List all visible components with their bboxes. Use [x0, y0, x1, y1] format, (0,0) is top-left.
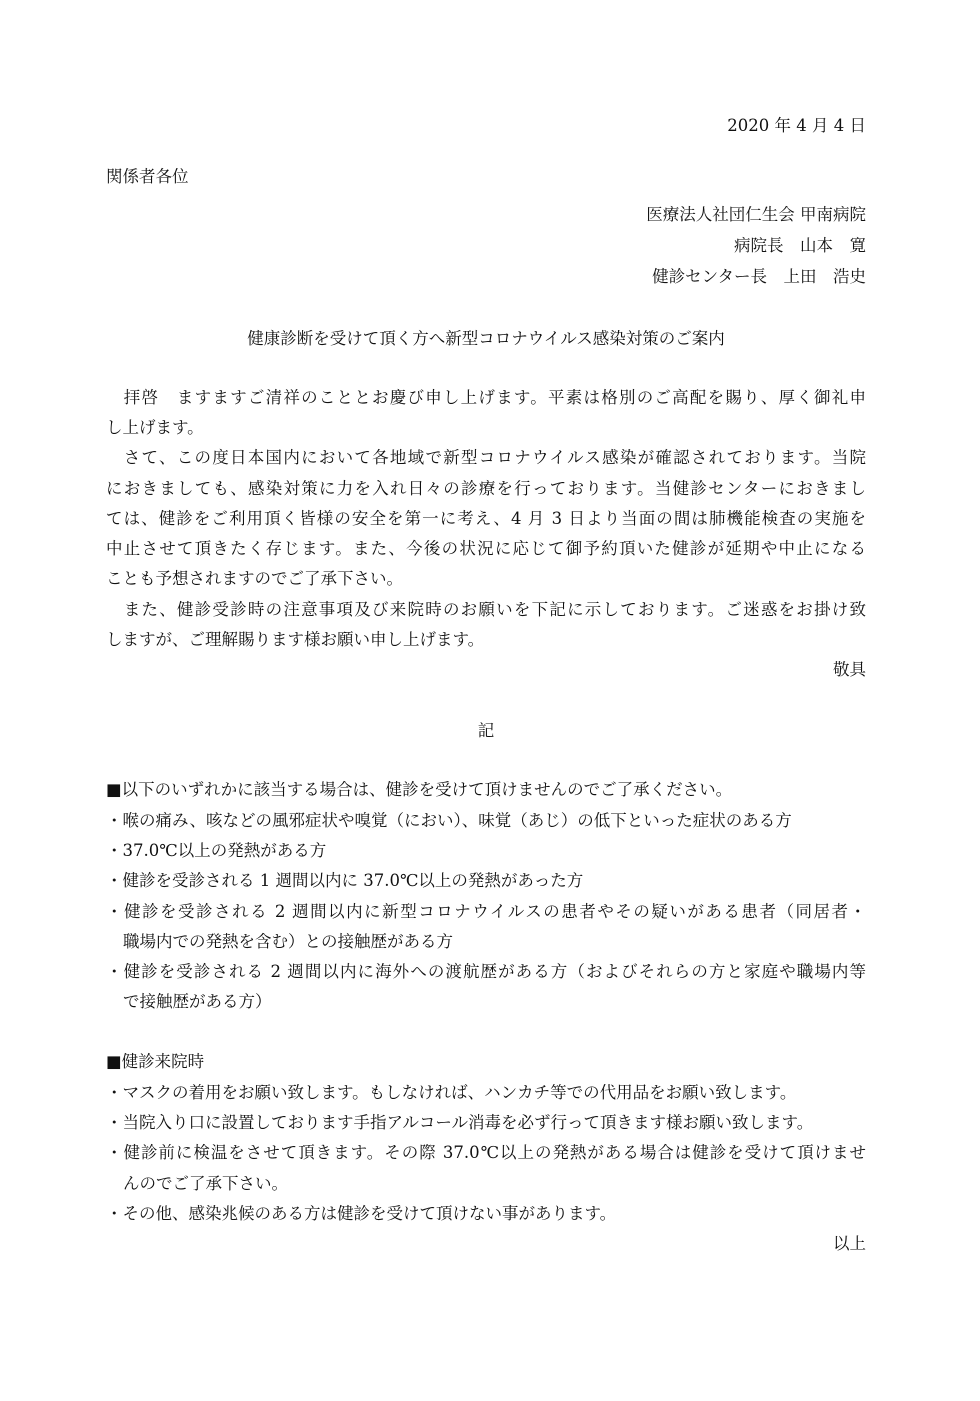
section-1-item-1: ・喉の痛み、咳などの風邪症状や嗅覚（におい）、味覚（あじ）の低下といった症状のある方	[106, 811, 792, 830]
paragraph-1-line-2: し上げます。	[106, 418, 204, 437]
sender-organization: 医療法人社団仁生会 甲南病院	[646, 205, 866, 224]
section-1-item-4-line-2: 職場内での発熱を含む）との接触歴がある方	[123, 932, 453, 951]
letter-page	[106, 0, 866, 1401]
section-2-item-3-line-2: んのでご了承下さい。	[123, 1174, 288, 1193]
paragraph-2-line-4: 中止させて頂きたく存じます。また、今後の状況に応じて御予約頂いた健診が延期や中止になる	[106, 539, 866, 558]
paragraph-2-line-5: ことも予想されますのでご了承下さい。	[106, 569, 403, 588]
recipient: 関係者各位	[106, 167, 189, 186]
section-2-item-1: ・マスクの着用をお願い致します。もしなければ、ハンカチ等での代用品をお願い致します。	[106, 1083, 797, 1102]
section-2-item-2: ・当院入り口に設置しております手指アルコール消毒を必ず行って頂きます様お願い致します。	[106, 1113, 814, 1132]
end-mark-ijo: 以上	[833, 1234, 866, 1253]
ki-heading: 記	[477, 721, 495, 740]
sender-hospital-director: 病院長 山本 寛	[734, 236, 866, 255]
paragraph-2-line-1: さて、この度日本国内において各地域で新型コロナウイルス感染が確認されております。当院	[106, 448, 866, 467]
paragraph-1-line-1: 拝啓 ますますご清祥のこととお慶び申し上げます。平素は格別のご高配を賜り、厚く御礼申	[106, 388, 866, 407]
paragraph-3-line-1: また、健診受診時の注意事項及び来院時のお願いを下記に示しております。ご迷惑をお掛け致	[106, 600, 866, 619]
section-2-item-4: ・その他、感染兆候のある方は健診を受けて頂けない事があります。	[106, 1204, 617, 1223]
section-2-item-3-line-1: ・健診前に検温をさせて頂きます。その際 37.0℃以上の発熱がある場合は健診を受けて頂けませ	[106, 1143, 866, 1162]
letter-date: 2020 年 4 月 4 日	[727, 116, 866, 135]
paragraph-2-line-3: ては、健診をご利用頂く皆様の安全を第一に考え、4 月 3 日より当面の間は肺機能検査の実施を	[106, 509, 866, 528]
section-1-item-5-line-1: ・健診を受診される 2 週間以内に海外への渡航歴がある方（およびそれらの方と家庭や職場内等	[106, 962, 866, 981]
section-1-item-2: ・37.0℃以上の発熱がある方	[106, 841, 327, 860]
section-1-item-4-line-1: ・健診を受診される 2 週間以内に新型コロナウイルスの患者やその疑いがある患者（同居者・	[106, 902, 866, 921]
section-1-heading: ■以下のいずれかに該当する場合は、健診を受けて頂けませんのでご了承ください。	[106, 780, 733, 799]
section-1-item-5-line-2: で接触歴がある方）	[123, 992, 272, 1011]
section-2-heading: ■健診来院時	[106, 1052, 205, 1071]
closing-keigu: 敬具	[833, 660, 866, 679]
letter-title: 健康診断を受けて頂く方へ新型コロナウイルス感染対策のご案内	[247, 329, 725, 348]
sender-center-director: 健診センター長 上田 浩史	[652, 267, 866, 286]
paragraph-3-line-2: しますが、ご理解賜ります様お願い申し上げます。	[106, 630, 485, 649]
section-1-item-3: ・健診を受診される 1 週間以内に 37.0℃以上の発熱があった方	[106, 871, 584, 890]
paragraph-2-line-2: におきましても、感染対策に力を入れ日々の診療を行っております。当健診センターにおきまし	[106, 479, 866, 498]
